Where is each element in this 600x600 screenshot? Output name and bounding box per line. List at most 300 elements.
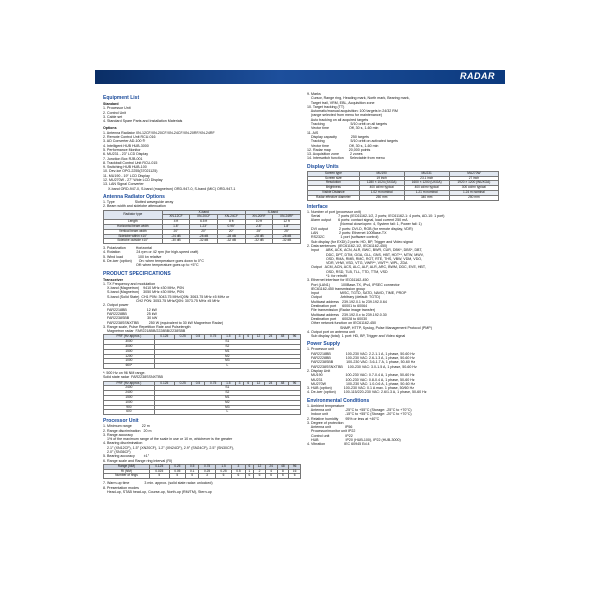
table-header-cell: 1.5 xyxy=(222,381,236,386)
transceiver-line: FAR2238SBB 30 kW xyxy=(103,316,158,321)
table-cell: 1500 xyxy=(104,349,155,354)
transceiver-line: Magnetron radar FAR2218BB/2228BB/2238SBB xyxy=(103,329,186,334)
interface-line: Destination port 60028 to 60030 xyxy=(307,316,368,321)
processor-line: 1. Minimum range 22 m xyxy=(103,424,150,429)
table-header-cell: MU190 xyxy=(359,171,404,176)
environment-line: HUB IP20 (HUB-100), IP22 (HUB-3000) xyxy=(307,438,401,443)
prf-note: *: 500 Hz on 96 NM range. xyxy=(103,371,146,376)
marks-line: Cursor, Range ring, Heading mark, North mark, Bearing mark, xyxy=(307,96,410,101)
radar-logo: RADAR xyxy=(460,71,495,81)
interface-line: Alarm output 6 ports: contact signal, load current 250 mA xyxy=(307,218,408,223)
antenna-line: 2. Beam width and sidelobe attenuation xyxy=(103,204,166,209)
processor-lines xyxy=(103,424,301,463)
table-header-cell: MU231 xyxy=(404,171,449,176)
table-cell: Resolution xyxy=(308,181,360,186)
table-cell: 0.25 xyxy=(169,464,185,469)
table-cell: 0.5 xyxy=(186,464,199,469)
environment-line: Processor/monitor unit IP22 xyxy=(307,429,356,434)
table-cell: 6 xyxy=(215,474,231,479)
table-header-cell: 96 xyxy=(288,381,300,386)
table-cell: 6.5 ft xyxy=(190,220,218,225)
table-header-cell: XN-24RF xyxy=(273,215,301,220)
processor-lines-2 xyxy=(103,481,301,494)
marks-line: (range selected from menu for maintenance) xyxy=(307,113,382,118)
table-cell: 16 xyxy=(289,469,301,474)
interface-line: Other network function on IEC61162-450 xyxy=(307,321,377,326)
interface-line: Multicast address 239.192.0.1 to 239.192.0.64 xyxy=(307,299,387,304)
transceiver-line: S-band (Solid State) CH1 P0N: 3043.75 MHz/Q0N: 3063.75 MHz ±5 MHz or xyxy=(103,294,230,299)
pulse-mode-cell: M2 xyxy=(154,400,300,405)
table-cell: 1000 xyxy=(104,359,155,364)
pulse-mode-cell: S2 xyxy=(154,345,300,350)
pulse-mode-cell: S1 xyxy=(154,340,300,345)
table-cell: 20° xyxy=(190,229,218,234)
table-header-cell: 3 xyxy=(235,381,244,386)
sband-group-header: S-band xyxy=(245,210,300,215)
table-cell: 0.25 xyxy=(199,469,215,474)
table-row xyxy=(104,364,301,369)
environment-lines xyxy=(307,404,499,447)
interface-line: VDR, VHW, VSD, VTG, VWR**, VWT**, WPL, ZDA xyxy=(307,261,408,266)
table-header-cell: 3 xyxy=(235,335,244,340)
table-cell: 400 cd/m² typical xyxy=(359,186,404,191)
table-cell: 20° xyxy=(217,229,245,234)
brand-banner xyxy=(95,70,505,84)
table-cell: 1280 × 1024 (SXGA) xyxy=(359,181,404,186)
table-cell: RI (NM) xyxy=(104,469,150,474)
environment-line: Antenna unit IP56 xyxy=(307,425,353,430)
marks-line: Tracking 5/10 orbit on activated targets xyxy=(307,139,398,144)
antenna-heading: Antenna Radiator Options xyxy=(103,193,165,200)
interface-line: 4. Output port on antenna unit xyxy=(307,329,355,334)
environment-heading: Environmental Conditions xyxy=(307,397,370,404)
power-line: 4. De-icer (option) 100-115/220-230 VAC: 2.6/1.3 A, 1 phase, 50-60 Hz xyxy=(307,390,427,395)
interface-line: Output ACM, ACN, ACS, ALC, ALF, ALR, ARC, BWM, DDC, EVE, HBT, xyxy=(307,265,426,270)
pulse-mode-cell: S2 xyxy=(154,391,300,396)
table-cell: 3000 xyxy=(104,340,155,345)
transceiver-lines xyxy=(103,282,301,334)
processor-line: 2. Range discrimination 20 m xyxy=(103,428,152,433)
table-cell: 1.5 xyxy=(215,464,231,469)
table-cell: Horizontal beam width xyxy=(104,224,163,229)
table-header-cell: 1.5 xyxy=(222,335,236,340)
table-cell: 3000 xyxy=(104,345,155,350)
spec-sheet xyxy=(95,70,505,598)
table-header-cell: 12 xyxy=(253,335,265,340)
marks-line: 9. Marks xyxy=(307,92,321,96)
table-cell: 5 xyxy=(186,474,199,479)
table-header-cell: 6 xyxy=(244,381,253,386)
table-cell: 19 inch xyxy=(359,176,404,181)
table-cell: -32 dB xyxy=(245,239,273,244)
marks-line: 11. AIS xyxy=(307,130,319,135)
processor-heading: Processor Unit xyxy=(103,418,139,425)
marks-line: 13. Acquisition zone 2 zones xyxy=(307,152,363,157)
table-cell: Length xyxy=(104,220,163,225)
table-cell: 0.1 xyxy=(186,469,199,474)
antenna-line: 1. Type Slotted waveguide array xyxy=(103,199,174,204)
table-cell: -32 dB xyxy=(190,239,218,244)
power-line: MU190 100-230 VAC: 0.7-0.4 A, 1 phase, 50-60 Hz xyxy=(307,373,415,378)
table-header-cell: 0.75 xyxy=(205,335,222,340)
processor-line: 8. Presentation modes xyxy=(103,485,139,490)
antenna-lines-2 xyxy=(103,246,301,267)
table-cell: 6 xyxy=(245,464,254,469)
environment-line: Control unit IP22 xyxy=(307,433,353,438)
transceiver-line: FAR2218BB 12 kW xyxy=(103,307,157,312)
environment-line: Indoor unit -15°C to +55°C (Storage: -20°C to +70°C) xyxy=(307,412,412,417)
table-cell: Sidelobe outside ±10° xyxy=(104,239,163,244)
table-header-cell: MU270W xyxy=(449,171,498,176)
transceiver-label: Transceiver xyxy=(103,277,123,282)
interface-line: Sub display (for EXDI) 2 ports: HD, BP, Trigger and Video signal xyxy=(307,239,413,244)
processor-line: 3. Range accuracy xyxy=(103,432,133,437)
table-cell: 20° xyxy=(162,229,190,234)
interface-line: (Normal close/open: 4, System fail: 1, Power fail: 1) xyxy=(307,222,422,227)
marks-line: 12. Radar map 20,000 points xyxy=(307,147,371,152)
option-item: 13. LAN Signal Converter xyxy=(103,182,144,187)
standard-list xyxy=(103,106,301,123)
option-item: 10. Dev-ice OPG-2255(37021125) xyxy=(103,169,158,174)
table-cell: 25° xyxy=(245,229,273,234)
power-line: 1. Processor unit xyxy=(307,347,334,352)
option-item: 8. Trackball Control Unit RCU-015 xyxy=(103,160,158,165)
interface-line: Multicast address 239.192.0.x to 239.192.0.30 xyxy=(307,312,387,317)
table-cell: 0.05 xyxy=(169,469,185,474)
marks-line: 14. Interswitch function Selectable from menu xyxy=(307,156,385,161)
table-row xyxy=(308,195,499,200)
table-row xyxy=(104,410,301,415)
table-cell: 1.23° xyxy=(190,224,218,229)
table-cell: -28 dB xyxy=(273,234,301,239)
interface-line: Sub display (total) 1 port: HD, BP, Trigger and Video signal xyxy=(307,334,406,339)
interface-line: Input MISC, TGTD, SATD, NAVD, TIME, PROP xyxy=(307,291,407,296)
antenna-table-corner: Radiator type xyxy=(104,210,163,220)
table-header-cell: 0.125 xyxy=(154,381,174,386)
option-item: X-band ORD-947-0, S-band (magnetron) ORD-947-0, S-band (MIC) ORD-947-1 xyxy=(103,186,236,191)
interface-line: Destination port 60001 to 60064 xyxy=(307,304,368,309)
table-cell: 5 xyxy=(169,474,185,479)
table-header-cell: Screen type xyxy=(308,171,360,176)
table-header-cell: 48 xyxy=(276,381,288,386)
transceiver-line: 1. TX Frequency and modulation xyxy=(103,281,156,286)
table-header-cell: 0.5 xyxy=(191,335,205,340)
option-item: 5. Performance Monitor xyxy=(103,147,141,152)
table-cell: 5 xyxy=(149,474,169,479)
standard-item: 2. Control Unit xyxy=(103,110,126,115)
interface-line: OSD, RMA, RMB, RMC, ROT, RTE, THS, VBW, VDM, VDO, xyxy=(307,256,423,261)
interface-heading: Interface xyxy=(307,203,328,210)
environment-line: 3. Degree of protection xyxy=(307,420,344,425)
table-row xyxy=(104,239,301,244)
table-cell: 4 xyxy=(265,469,277,474)
antenna-line: 6. De-icer (option) On: when temperature goes down to 0°C xyxy=(103,259,204,263)
power-line: MU231 100-230 VAC: 0.8-0.4 A, 1 phase, 50-60 Hz xyxy=(307,377,415,382)
marks-line: Vector time Off, 30 s, 1-60 min xyxy=(307,126,379,131)
table-cell: -32 dB xyxy=(273,239,301,244)
table-cell: 0.25 xyxy=(215,469,231,474)
pulse-mode-cell: M2 xyxy=(154,354,300,359)
transceiver-line: S-band (Magnetron) 3050 MHz ±30 MHz, P0N xyxy=(103,290,184,295)
table-cell: 6 xyxy=(232,474,245,479)
interface-line: 1. Number of port (processor unit) xyxy=(307,209,361,214)
table-cell: 300 cd/m² typical xyxy=(449,186,498,191)
table-header-cell: 0.25 xyxy=(174,335,191,340)
marks-line: Automatic/manual acquisition: 100 targets in 24/32 RM xyxy=(307,109,398,114)
table-cell: 1200 xyxy=(104,354,155,359)
transceiver-line: CH2 P0N: 3053.75 MHz/Q0N: 3073.75 MHz ±5 MHz xyxy=(103,299,220,304)
table-header-cell: PRF (Hz approx.) xyxy=(104,335,155,340)
option-item: 12. MU270W - 27" Wide LCD Display xyxy=(103,178,163,183)
table-cell: 1000 xyxy=(104,400,155,405)
antenna-line: 4. Rotation 24 rpm or 42 rpm (for high-speed craft) xyxy=(103,250,199,255)
standard-item: 4. Standard Spare Parts and Installation Materials xyxy=(103,119,183,124)
table-cell: 1.8° xyxy=(162,224,190,229)
right-column xyxy=(307,92,499,447)
display-heading: Display Units xyxy=(307,163,339,170)
environment-line: 2. Relative humidity 95% or less at +40°C xyxy=(307,416,380,421)
processor-line: 6. Range scale and Range ring interval (RI) xyxy=(103,458,173,463)
power-heading: Power Supply xyxy=(307,341,341,348)
interface-line: IEC61162-450 transmission group xyxy=(307,286,366,291)
table-header-cell: PRF (Hz approx.) xyxy=(104,381,155,386)
interface-line: Input ABK, ACK, ACN, ALR, BWC, BWR, CUR, DBK*, DBS*, DBT, xyxy=(307,248,423,253)
interface-line: Output Arbitrary (default: TGTD) xyxy=(307,295,381,300)
table-cell: -28 dB xyxy=(217,234,245,239)
table-cell: Number of rings xyxy=(104,474,150,479)
antenna-line: Off: when temperature goes up to +5°C xyxy=(103,263,199,268)
interface-line: Port (LAN1) 100Base-TX, IPv4, IPSEC connector xyxy=(307,282,400,287)
option-item: 9. Switching HUB HUB-100 xyxy=(103,165,147,170)
standard-item: 3. Cable set xyxy=(103,114,123,119)
power-line: FAR2218BB 100-230 VAC: 2.2-1.1 A, 1 phase, 50-60 Hz xyxy=(307,351,415,356)
environment-line: Antenna unit -25°C to +55°C (Storage: -25°C to +70°C) xyxy=(307,408,412,412)
solid-state-label: Solid state radar FAR2238SSNXTBB xyxy=(103,375,163,380)
options-list xyxy=(103,131,301,191)
table-cell: 10 ft xyxy=(245,220,273,225)
table-header-cell: 0.125 xyxy=(154,335,174,340)
standard-item: 1. Processor Unit xyxy=(103,106,131,111)
table-cell: 250 mm xyxy=(359,195,404,200)
marks-line: Display capacity 250 targets xyxy=(307,134,369,139)
interface-line: 3. Ethernet interface for IEC61162-450 xyxy=(307,278,369,283)
processor-line: 5. Bearing accuracy ±1° xyxy=(103,454,150,459)
table-cell: 1.21 m nominal xyxy=(404,190,449,195)
options-label: Options xyxy=(103,126,117,131)
table-cell: Screen size xyxy=(308,176,360,181)
antenna-lines xyxy=(103,200,301,209)
pulse-mode-cell: M1 xyxy=(154,396,300,401)
table-header-cell: 48 xyxy=(276,335,288,340)
table-cell: 900 xyxy=(104,405,155,410)
table-cell: 1.24 m nominal xyxy=(449,190,498,195)
table-cell: -24 dB xyxy=(162,234,190,239)
table-cell: 2400 xyxy=(104,386,155,391)
marks-line: 10. Target tracking (TT) xyxy=(307,104,345,109)
table-cell: 12 ft xyxy=(273,220,301,225)
table-header-cell: XN-12CF xyxy=(162,215,190,220)
antenna-line: 5. Wind load 100 kn relative xyxy=(103,254,162,259)
table-cell: -30 dB xyxy=(162,239,190,244)
interface-line: RS232C 1 port (software control) xyxy=(307,235,379,240)
table-cell: 25° xyxy=(273,229,301,234)
table-header-cell: 0.75 xyxy=(205,381,222,386)
table-cell: 1.8° xyxy=(273,224,301,229)
table-header-cell: XN-20RF xyxy=(245,215,273,220)
table-header-cell: XN-24CF xyxy=(217,215,245,220)
table-cell: 48 xyxy=(277,464,289,469)
standard-label: Standard xyxy=(103,102,119,106)
table-cell: 1920 × 1200 (WUXGA) xyxy=(449,181,498,186)
table-cell: 2400 xyxy=(104,391,155,396)
transceiver-line: 2. Output power xyxy=(103,303,129,308)
table-cell: 24 xyxy=(265,464,277,469)
table-cell: Brightness xyxy=(308,186,360,191)
processor-line: 7. Warm-up time 3 min. approx. (solid state radar: unlocked) xyxy=(103,481,213,486)
table-cell: 27 inch xyxy=(449,176,498,181)
pulse-mode-cell: L xyxy=(154,410,300,415)
table-cell: Sidelobe within ±10° xyxy=(104,234,163,239)
transceiver-line: X-band (Magnetron) 9410 MHz ±30 MHz, P0N xyxy=(103,286,184,291)
pulse-mode-cell: M1 xyxy=(154,349,300,354)
interface-line: File transmission (Radar image transfer) xyxy=(307,308,376,313)
display-table xyxy=(307,171,499,201)
transceiver-line: FAR2228BB 25 kW xyxy=(103,311,157,316)
marks-line: Tracking 5/10 orbit on all targets xyxy=(307,122,388,127)
table-header-cell: 0.5 xyxy=(191,381,205,386)
power-line: FAR2228BB 100-230 VAC: 2.6-1.3 A, 1 phase, 50-60 Hz xyxy=(307,356,415,361)
table-cell: 3 xyxy=(199,474,215,479)
table-cell: 96 xyxy=(289,464,301,469)
power-line: MU270W 100-230 VAC: 1.0-0.6 A, 1 phase, 50-60 Hz xyxy=(307,381,415,386)
interface-line: LAN 2 ports: Ethernet 100Base-TX xyxy=(307,231,387,236)
prf-table-solid-state xyxy=(103,381,301,416)
option-item: 7. Junction Box RJB-001 xyxy=(103,156,143,161)
pulse-mode-cell: S1 xyxy=(154,386,300,391)
interface-lines xyxy=(307,210,499,339)
table-cell: 600* xyxy=(104,364,155,369)
option-item: 2. Remote Control Unit RCU-016 xyxy=(103,135,156,140)
option-item: 11. MU190 - 19" LCD Display xyxy=(103,173,150,178)
antenna-line: 3. Polarization Horizontal xyxy=(103,246,152,251)
table-cell: 0.95° xyxy=(217,224,245,229)
table-cell: 4 ft xyxy=(162,220,190,225)
table-cell: 2 xyxy=(254,469,266,474)
power-line: FAR2238SSNXTBB 100-230 VAC: 3.0-1.5 A, 1 phase, 50-60 Hz xyxy=(307,364,417,369)
table-cell: Visible Distance xyxy=(308,190,360,195)
table-cell: 1.02 m nominal xyxy=(359,190,404,195)
environment-line: 1. Ambient temperature xyxy=(307,403,345,408)
table-cell: -32 dB xyxy=(217,239,245,244)
table-header-cell: 24 xyxy=(265,335,277,340)
interface-line: 2. Data sentences (IEC61162-1/2, IEC61162-450) xyxy=(307,243,388,248)
environment-line: 4. Vibration IEC 60945 Ed.4 xyxy=(307,442,370,447)
processor-line: 4. Bearing discrimination xyxy=(103,441,143,446)
table-cell: 400 cd/m² typical xyxy=(404,186,449,191)
table-cell: 0.025 xyxy=(149,469,169,474)
table-header-cell: 24 xyxy=(265,381,277,386)
table-header-cell: 96 xyxy=(288,335,300,340)
marks-line: Vector time Off, 30 s, 1-60 min xyxy=(307,143,379,148)
table-header-cell: 6 xyxy=(244,335,253,340)
interface-line: *1: for retrofit xyxy=(307,273,347,278)
table-cell: 250 mm xyxy=(449,195,498,200)
table-header-cell: XN-20CF xyxy=(190,215,218,220)
transceiver-line: FAR2238SSNXTBB 250 W (equivalent to 30 kW Magnetron Radar) xyxy=(103,320,224,325)
table-cell: Radar effective diameter xyxy=(308,195,360,200)
table-row xyxy=(104,474,301,479)
table-cell: 8 xyxy=(277,469,289,474)
table-cell: 1500 xyxy=(104,396,155,401)
processor-line: 1% of the maximum range of the scale in use or 10 m, whichever is the greater xyxy=(103,437,233,442)
prf-table-magnetron xyxy=(103,334,301,369)
table-cell: 6 xyxy=(289,474,301,479)
processor-line: 2.0° (SN36CF) xyxy=(103,449,131,454)
antenna-table xyxy=(103,210,301,245)
marks-line: Auto tracking on all acquired targets xyxy=(307,117,369,122)
table-cell: 340 mm xyxy=(404,195,449,200)
table-cell: -28 dB xyxy=(245,234,273,239)
table-header-cell: 12 xyxy=(253,381,265,386)
interface-line: DVI output 2 ports: DVI-D, RGB (for remote display, VDR) xyxy=(307,226,413,231)
interface-line: OSD, RSD, TLB, TLL, TTD, TTM, VSD xyxy=(307,269,388,274)
power-line: FAR2238SBB 100-230 VAC: 3.6-1.7 A, 1 phase, 50-60 Hz xyxy=(307,360,416,365)
option-item: 6. MU231 - 23" LCD Display xyxy=(103,152,149,157)
table-cell: 600 xyxy=(104,410,155,415)
table-cell: 0.125 xyxy=(149,464,169,469)
pulse-mode-cell: L xyxy=(154,364,300,369)
power-line: 3. HUB (option) 100-230 VAC: 0.1 A max. 1 phase, 50/60 Hz xyxy=(307,386,415,391)
option-item: 4. Intelligent HUB HUB-3000 xyxy=(103,143,149,148)
table-cell: 6 xyxy=(254,474,266,479)
power-lines xyxy=(307,347,499,394)
table-cell: 23.1 inch xyxy=(404,176,449,181)
pulse-mode-cell: M3 xyxy=(154,405,300,410)
table-cell: Vertical beam width xyxy=(104,229,163,234)
table-cell: 6 xyxy=(265,474,277,479)
range-table xyxy=(103,464,301,479)
table-header-cell: 0.25 xyxy=(174,381,191,386)
interface-line: Serial 7 ports (IEC61162-1/2, 2 ports; IEC61162-1: 4 ports, AD-10: 1 port) xyxy=(307,213,445,218)
table-cell: 3 xyxy=(232,464,245,469)
power-line: 2. Display Unit xyxy=(307,368,331,373)
table-cell: 6 xyxy=(277,474,289,479)
table-cell: 8 ft xyxy=(217,220,245,225)
left-column xyxy=(103,92,301,494)
transceiver-line: 3. Range scale, Pulse Repetition Rate and Pulselength xyxy=(103,324,191,329)
processor-line: Head-up, STAB head-up, Course-up, North-up (RM/TM), Stern-up xyxy=(103,489,212,494)
xband-group-header: X-band xyxy=(162,210,245,215)
table-cell: 0.5 xyxy=(232,469,245,474)
table-cell: 2.8° xyxy=(245,224,273,229)
table-cell: 12 xyxy=(254,464,266,469)
processor-line: 2.1° (XN12CF), 1.5° (XN20CF), 1.2° (XN24CF), 2.9° (SN24CF), 2.5° (SN30CF), xyxy=(103,445,235,450)
marks-lines xyxy=(307,92,499,161)
marks-line: Target trail, VRM, EBL, Acquisition zone xyxy=(307,100,375,105)
table-cell: 1 xyxy=(245,469,254,474)
interface-line: SNMP, HTTP, Syslog, Pulse Management Protocol (PMP) xyxy=(307,325,432,330)
table-cell: Range (NM) xyxy=(104,464,150,469)
option-item: 1. Antenna Radiator XN-12CF/XN-20CF/XN-24CF/XN-20RF/XN-24RF xyxy=(103,130,215,135)
table-cell: 6 xyxy=(245,474,254,479)
table-cell: 0.75 xyxy=(199,464,215,469)
option-item: 3. AD Converter AD-100 ® xyxy=(103,139,146,144)
table-cell: -28 dB xyxy=(190,234,218,239)
pulse-mode-cell: M3 xyxy=(154,359,300,364)
product-heading: PRODUCT SPECIFICATIONS xyxy=(103,270,171,277)
table-cell: 1600 × 1200 (UXGA) xyxy=(404,181,449,186)
interface-line: DDC, DPT, DTM, GGA, GLL, GNS, HBT, HDT**, MTW, MWV, xyxy=(307,252,424,257)
